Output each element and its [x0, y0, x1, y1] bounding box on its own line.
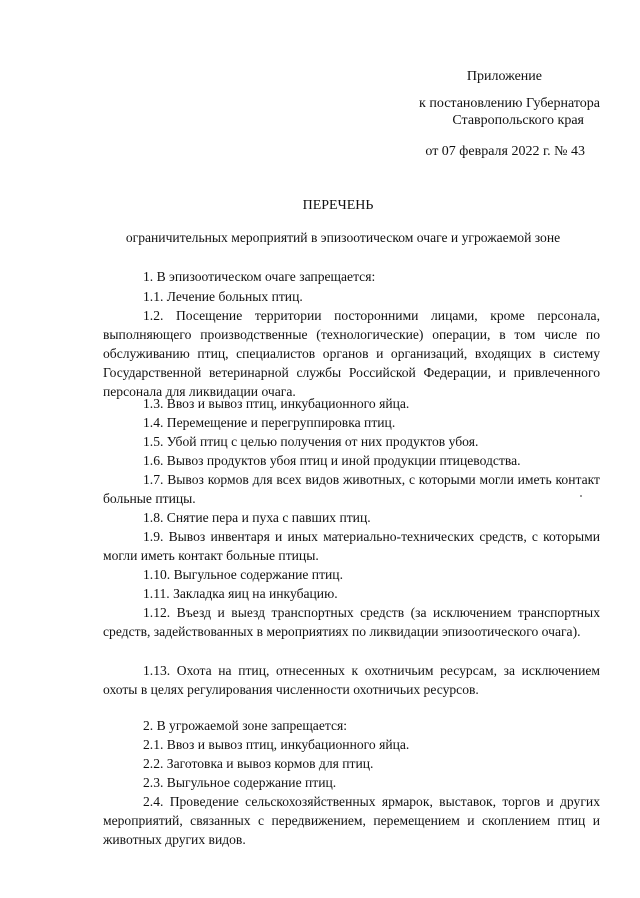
- list-item-1-4: 1.4. Перемещение и перегруппировка птиц.: [143, 415, 396, 430]
- list-item-1-1: 1.1. Лечение больных птиц.: [143, 289, 303, 304]
- list-item-2-4: [103, 792, 600, 849]
- list-item-2-1: 2.1. Ввоз и вывоз птиц, инкубационного яйца.: [143, 737, 410, 752]
- decree-reference: к постановлению Губернатора: [419, 96, 600, 111]
- list-item-1-13-text: 1.13. Охота на птиц, отнесенных к охотничьим ресурсам, за исключением охоты в целях регулирования численности охотничьих ресурсов.: [103, 663, 600, 697]
- decree-date-number: от 07 февраля 2022 г. № 43: [425, 144, 585, 159]
- list-item-2-3: 2.3. Выгульное содержание птиц.: [143, 775, 337, 790]
- region-name: Ставропольского края: [452, 113, 584, 128]
- list-item-1-3: 1.3. Ввоз и вывоз птиц, инкубационного яйца.: [143, 396, 410, 411]
- list-item-1-2: [103, 306, 600, 401]
- list-item-1-7-text: 1.7. Вывоз кормов для всех видов животных, с которыми могли иметь контакт больные птицы.: [103, 472, 600, 506]
- list-item-1-6: 1.6. Вывоз продуктов убоя птиц и иной продукции птицеводства.: [143, 453, 521, 468]
- list-item-1-10: 1.10. Выгульное содержание птиц.: [143, 567, 343, 582]
- list-item-1-9: [103, 527, 600, 565]
- list-item-1-12-text: 1.12. Въезд и выезд транспортных средств (за исключением транспортных средств, задействованных в мероприятиях по ликвидации эпизоотического очага).: [103, 605, 600, 639]
- list-item-1-12: [103, 603, 600, 641]
- list-item-1-5: 1.5. Убой птиц с целью получения от них продуктов убоя.: [143, 434, 479, 449]
- list-item-2-4-text: 2.4. Проведение сельскохозяйственных ярмарок, выставок, торгов и других мероприятий, связанных с передвижением, перемещением и скоплением птиц и животных других видов.: [103, 794, 600, 847]
- section-2-heading: 2. В угрожаемой зоне запрещается:: [143, 718, 348, 733]
- list-item-1-2-text: 1.2. Посещение территории посторонними лицами, кроме персонала, выполняющего производственные (технологические) операции, в том числе по обслуживанию птиц, специалистов органов и организаций, входящих в систему Государственной ветеринарной службы Российской Федерации, и привлеченного персонала для ликвидации очага.: [103, 308, 600, 399]
- document-title: ПЕРЕЧЕНЬ: [302, 198, 374, 213]
- list-item-1-8: 1.8. Снятие пера и пуха с павших птиц.: [143, 510, 371, 525]
- section-1-heading: 1. В эпизоотическом очаге запрещается:: [143, 269, 376, 284]
- list-item-2-2: 2.2. Заготовка и вывоз кормов для птиц.: [143, 756, 374, 771]
- scan-speck: [580, 495, 582, 497]
- list-item-1-9-text: 1.9. Вывоз инвентаря и иных материально-технических средств, с которыми могли иметь контакт больные птицы.: [103, 529, 600, 563]
- list-item-1-13: [103, 661, 600, 699]
- list-item-1-7: [103, 470, 600, 508]
- appendix-label: Приложение: [466, 69, 542, 84]
- list-item-1-11: 1.11. Закладка яиц на инкубацию.: [143, 586, 338, 601]
- document-subtitle: ограничительных мероприятий в эпизоотическом очаге и угрожаемой зоне: [125, 230, 561, 245]
